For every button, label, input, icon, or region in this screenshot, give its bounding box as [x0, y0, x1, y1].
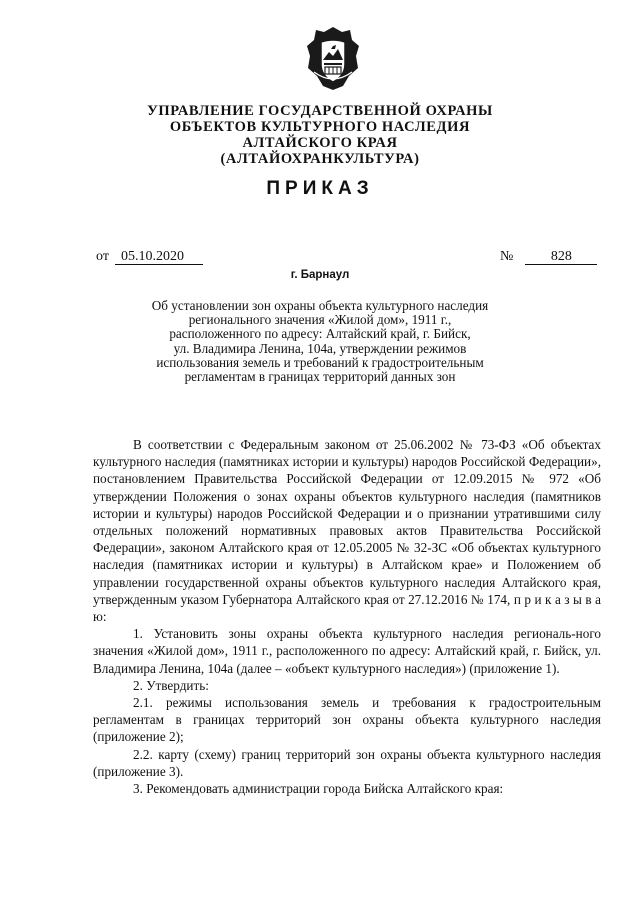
order-date-row [96, 249, 203, 265]
subject-line: регламентам в границах территорий данных зон [184, 369, 456, 385]
subject-line: ул. Владимира Ленина, 104а, утверждении режимов [173, 340, 467, 356]
agency-line: ОБЪЕКТОВ КУЛЬТУРНОГО НАСЛЕДИЯ [169, 119, 471, 135]
subject-line: использования земель и требований к градостроительным [156, 354, 484, 370]
agency-line: (АЛТАЙОХРАНКУЛЬТУРА) [220, 151, 420, 167]
order-subject [120, 299, 520, 384]
order-number-row [500, 249, 597, 265]
item-2-2-paragraph: 2.2. карту (схему) границ территорий зон охраны объекта культурного наследия (приложение 3). [93, 746, 601, 779]
item-3-paragraph: 3. Рекомендовать администрации города Бийска Алтайского края: [133, 781, 504, 797]
subject-line: регионального значения «Жилой дом», 1911 г., [188, 312, 452, 328]
order-body [93, 436, 601, 797]
subject-line: расположенного по адресу: Алтайский край, г. Бийск, [169, 326, 471, 342]
agency-name [100, 103, 540, 167]
item-2-paragraph: 2. Утвердить: [133, 677, 209, 693]
preamble-paragraph: В соответствии с Федеральным законом от 25.06.2002 № 73-ФЗ «Об объектах культурного наследия (памятниках истории и культуры) народов Российской Федерации», постановлением Правительства Российской Федерации от 12.09.2015 № 972 «Об утверждении Положения о зонах охраны объектов культурного наследия (памятников истории и культуры) народов Российской Федерации и о признании утратившими силу отдельных положений нормативных правовых актов Правительства Российской Федерации», законом Алтайского края от 12.05.2005 № 32-ЗС «Об объектах культурного наследия (памятниках истории и культуры) в Алтайском крае» и Положением об управлении государственной охраны объектов культурного наследия Алтайского края, утвержденным указом Губернатора Алтайского края от 27.12.2016 № 174, п р и к а з ы в а ю: [93, 437, 601, 625]
agency-line: АЛТАЙСКОГО КРАЯ [242, 135, 398, 151]
order-date-prefix: от [96, 249, 109, 264]
order-number: 828 [525, 249, 597, 265]
altai-krai-coat-of-arms-icon [302, 24, 364, 94]
agency-line: УПРАВЛЕНИЕ ГОСУДАРСТВЕННОЙ ОХРАНЫ [147, 103, 493, 119]
document-type-title: ПРИКАЗ [266, 178, 374, 199]
item-2-1-paragraph: 2.1. режимы использования земель и требования к градостроительным регламентам в границах территорий зон охраны объекта культурного наследия (приложение 2); [93, 695, 601, 745]
order-number-prefix: № [500, 249, 514, 264]
item-1-paragraph: 1. Установить зоны охраны объекта культурного наследия региональ-ного значения «Жилой дом», 1911 г., расположенного по адресу: Алтайский край, г. Бийск, ул. Владимира Ленина, 104а (далее – «объект культурного наследия») (приложение 1). [93, 626, 601, 676]
subject-line: Об установлении зон охраны объекта культурного наследия [151, 298, 489, 313]
issue-city: г. Барнаул [290, 269, 350, 281]
order-date: 05.10.2020 [115, 249, 203, 265]
